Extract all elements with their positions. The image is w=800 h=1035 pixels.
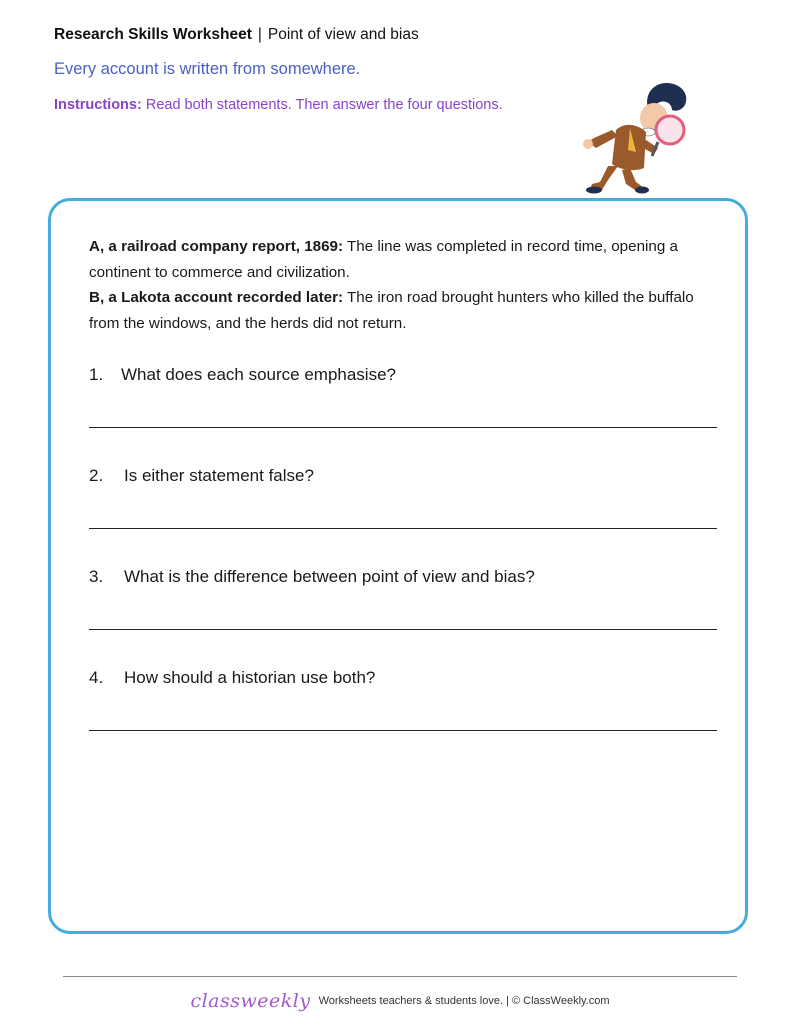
question-2-row: [89, 466, 719, 486]
worksheet-card: [48, 198, 748, 934]
worksheet-subtitle: Every account is written from somewhere.: [54, 60, 361, 78]
answer-line-3[interactable]: [89, 629, 717, 630]
question-4: [89, 668, 719, 688]
question-2: [89, 466, 719, 486]
question-1-number: 1.: [89, 365, 104, 384]
question-4-row: [89, 668, 719, 688]
detective-with-magnifying-glass-icon: [574, 78, 696, 196]
source-statements: [89, 234, 713, 336]
question-3-text: What is the difference between point of view and bias?: [124, 567, 535, 586]
question-1-row: [89, 365, 719, 385]
footer-divider: [63, 976, 737, 977]
question-3-row: [89, 567, 719, 587]
question-3-number: 3.: [89, 567, 104, 586]
source-b-text: The iron road brought hunters who killed the buffalo from the windows, and the herds did not return.: [89, 289, 694, 332]
question-3: [89, 567, 719, 587]
worksheet-title: Research Skills Worksheet: [54, 26, 252, 43]
instructions: [54, 97, 503, 113]
question-4-text: How should a historian use both?: [124, 668, 376, 687]
answer-line-1[interactable]: [89, 427, 717, 428]
question-1: [89, 365, 719, 385]
source-b: [89, 285, 713, 336]
source-b-label: B, a Lakota account recorded later:: [89, 289, 344, 306]
source-a-label: A, a railroad company report, 1869:: [89, 238, 344, 255]
worksheet-header: [54, 26, 419, 44]
footer: [0, 990, 800, 1012]
source-a: [89, 234, 713, 285]
worksheet-topic: Point of view and bias: [267, 26, 419, 43]
instructions-label: Instructions:: [54, 97, 142, 113]
brand-logo: classweekly: [190, 990, 311, 1012]
question-4-number: 4.: [89, 668, 104, 687]
instructions-text: Read both statements. Then answer the four questions.: [145, 97, 503, 113]
header-separator: |: [257, 26, 262, 43]
question-2-number: 2.: [89, 466, 104, 485]
question-2-text: Is either statement false?: [124, 466, 314, 485]
answer-line-4[interactable]: [89, 730, 717, 731]
footer-tagline: Worksheets teachers & students love. | © ClassWeekly.com: [318, 995, 610, 1007]
answer-line-2[interactable]: [89, 528, 717, 529]
source-a-text: The line was completed in record time, opening a continent to commerce and civilization.: [89, 238, 678, 281]
question-1-text: What does each source emphasise?: [121, 365, 396, 384]
